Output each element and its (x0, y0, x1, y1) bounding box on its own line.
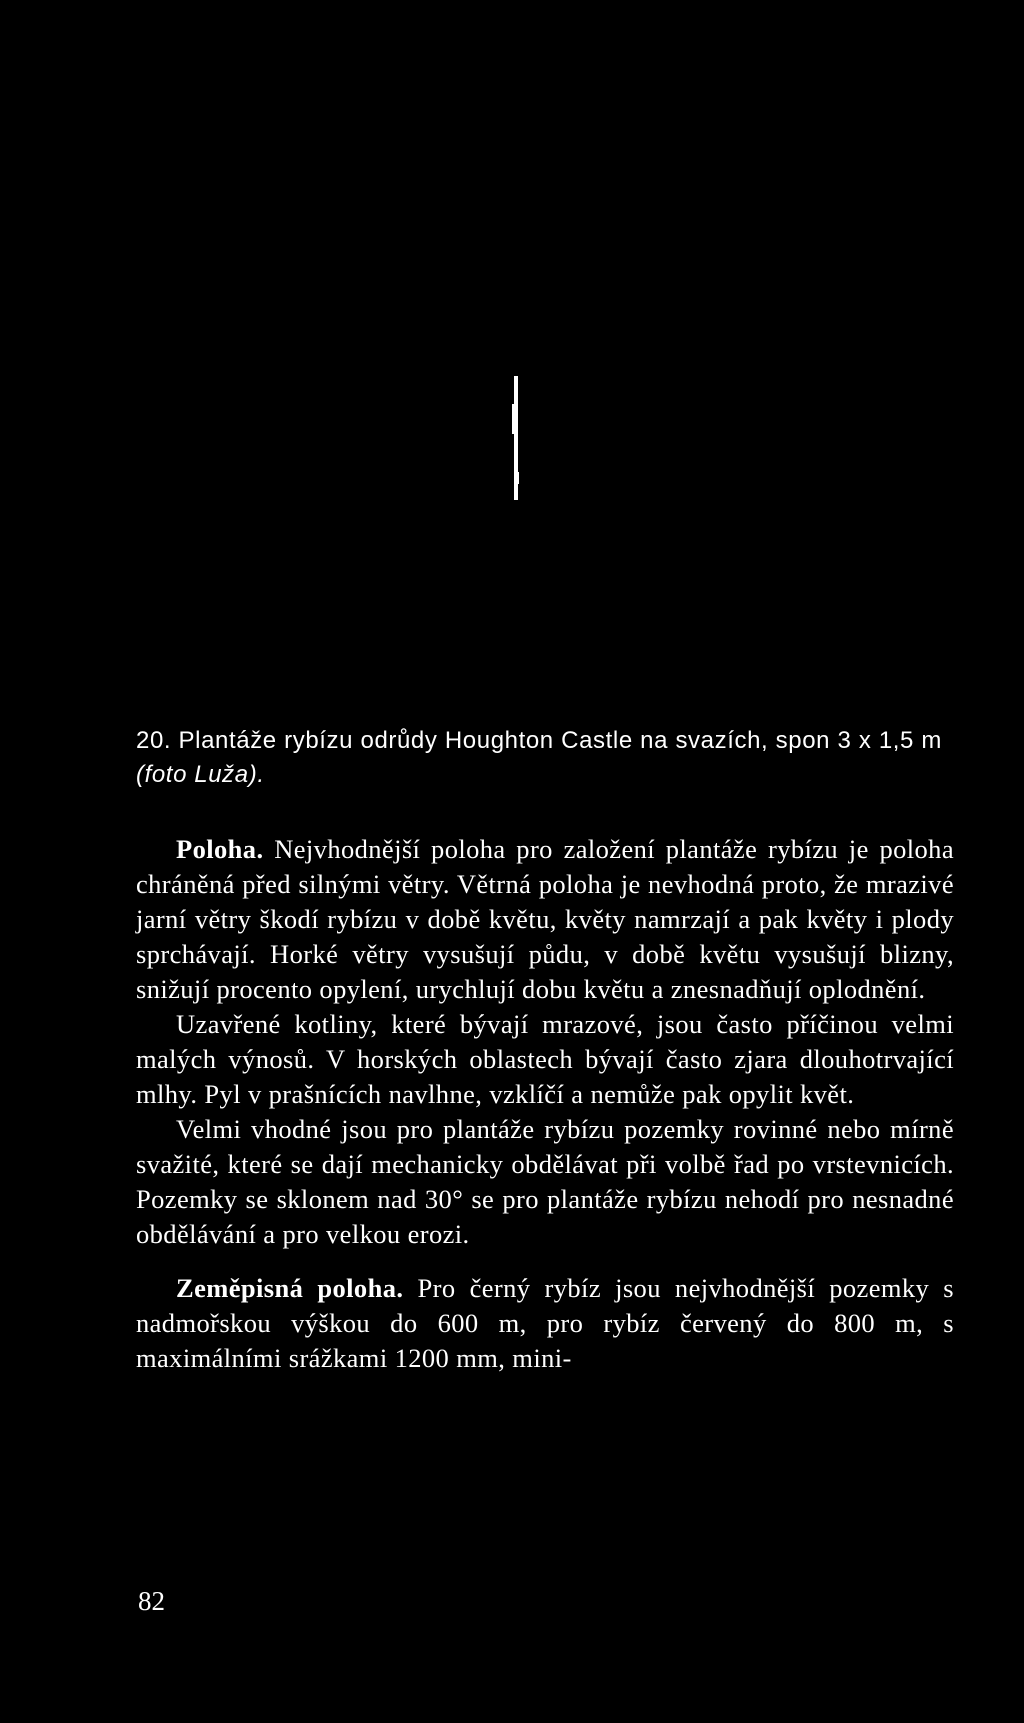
figure-caption (136, 724, 942, 792)
section-heading-location: Poloha. (176, 834, 264, 864)
paragraph-geographic-location (136, 1271, 954, 1376)
paragraph-location (136, 832, 954, 1007)
photo-highlight-mark (514, 376, 518, 500)
paragraph-text: Uzavřené kotliny, které bývají mrazové, jsou často příčinou velmi malých výnosů. V horských oblastech bývají často zjara dlouhotrvající mlhy. Pyl v prašnících navlhne, vzklíčí a nemůže pak opylit květ. (136, 1009, 954, 1109)
page-number: 82 (138, 1586, 165, 1616)
paragraph-slopes (136, 1112, 954, 1252)
paragraph-basins (136, 1007, 954, 1112)
section-heading-geographic-location: Zeměpisná poloha. (176, 1273, 404, 1303)
paragraph-text: Nejvhodnější poloha pro založení plantáže rybízu je poloha chráněná před silnými větry. Větrná poloha je nevhodná proto, že mrazivé jarní větry škodí rybízu v době květu, květy namrzají a pak květy i plody sprchávají. Horké větry vysušují půdu, v době květu vysušují blizny, snižují procento opylení, urychlují dobu květu a znesnadňují oplodnění. (136, 834, 954, 1004)
caption-main-text: 20. Plantáže rybízu odrůdy Houghton Castle na svazích, spon 3 x 1,5 m (136, 727, 942, 754)
paragraph-text: Pro černý rybíz jsou nejvhodnější pozemky s nadmořskou výškou do 600 m, pro rybíz červený do 800 m, s maximálními srážkami 1200 mm, mini- (136, 1273, 954, 1373)
figure-photo (0, 0, 1024, 700)
caption-photo-credit: (foto Luža). (136, 761, 265, 788)
body-text (136, 832, 954, 1376)
paragraph-text: Velmi vhodné jsou pro plantáže rybízu pozemky rovinné nebo mírně svažité, které se dají mechanicky obdělávat při volbě řad po vrstevnicích. Pozemky se sklonem nad 30° se pro plantáže rybízu nehodí pro nesnadné obdělávání a pro velkou erozi. (136, 1114, 954, 1249)
